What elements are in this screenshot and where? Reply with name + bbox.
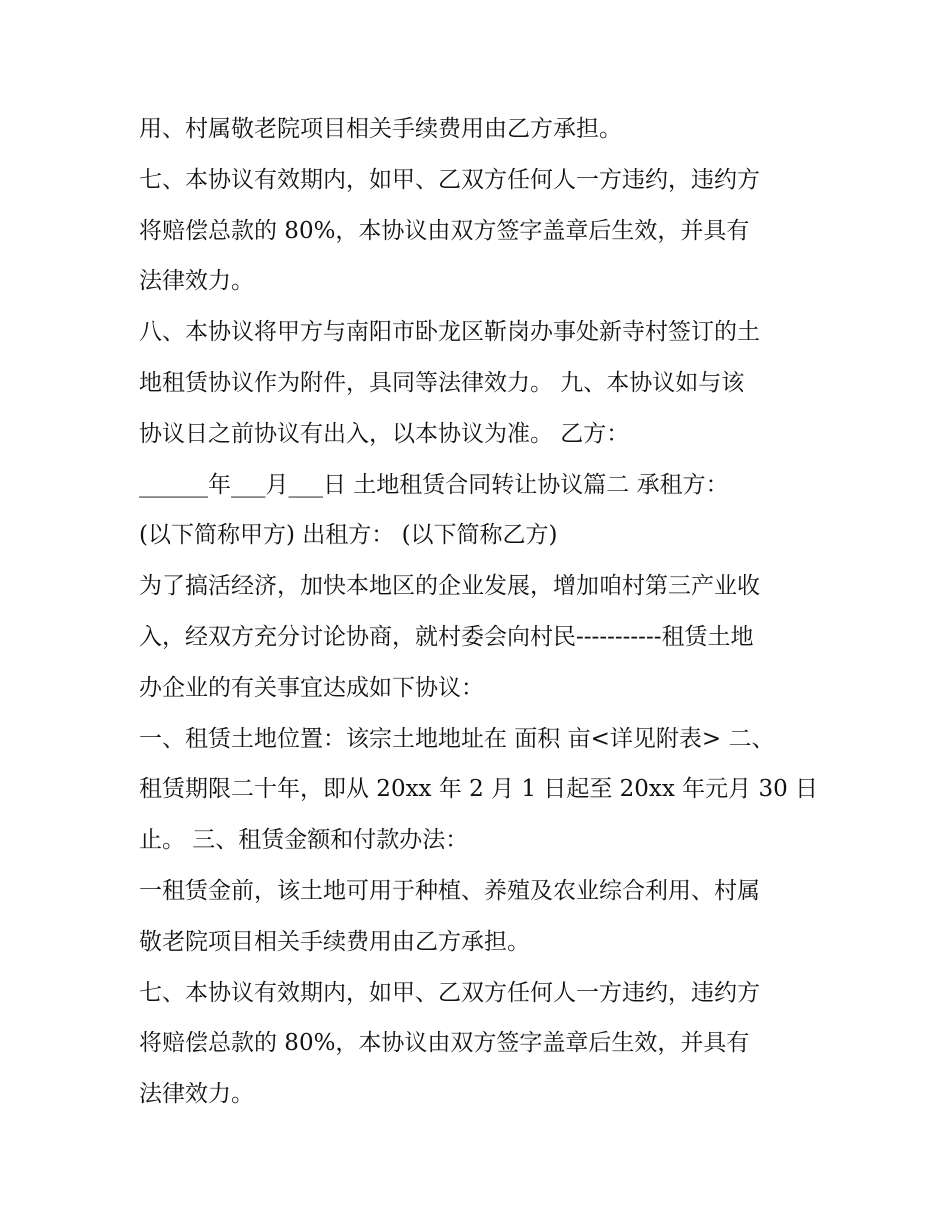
text-line: 七、本协议有效期内，如甲、乙双方任何人一方违约，违约方 <box>139 166 760 193</box>
text-line: 法律效力。 <box>139 268 254 295</box>
text-line: 租赁期限二十年，即从 20xx 年 2 月 1 日起至 20xx 年元月 30 日 <box>139 776 819 803</box>
text-line: 用、村属敬老院项目相关手续费用由乙方承担。 <box>139 116 622 142</box>
text-line: 入，经双方充分讨论协商，就村委会向村民-----------租赁土地 <box>139 623 754 650</box>
text-line: 将赔偿总款的 80%，本协议由双方签字盖章后生效，并具有 <box>139 217 750 244</box>
document-body <box>139 104 819 1120</box>
text-line: 一、租赁土地位置：该宗土地地址在 面积 亩<详见附表> 二、 <box>139 725 775 752</box>
text-line: 为了搞活经济，加快本地区的企业发展，增加咱村第三产业收 <box>139 573 760 600</box>
text-line: 止。 三、租赁金额和付款办法： <box>139 827 469 854</box>
text-line: (以下简称甲方) 出租方： (以下简称乙方) <box>139 522 558 549</box>
text-line: 办企业的有关事宜达成如下协议： <box>139 674 484 701</box>
text-line: 七、本协议有效期内，如甲、乙双方任何人一方违约，违约方 <box>139 979 760 1006</box>
text-line: 八、本协议将甲方与南阳市卧龙区靳岗办事处新寺村签订的土 <box>139 319 760 346</box>
text-line: 协议日之前协议有出入，以本协议为准。 乙方： <box>139 420 630 447</box>
text-line: 法律效力。 <box>139 1081 254 1108</box>
text-line: 地租赁协议作为附件，具同等法律效力。 九、本协议如与该 <box>139 369 745 396</box>
text-line: 一租赁金前，该土地可用于种植、养殖及农业综合利用、村属 <box>139 877 760 904</box>
text-line: ______年___月___日 土地租赁合同转让协议篇二 承租方： <box>139 471 729 498</box>
text-line: 将赔偿总款的 80%，本协议由双方签字盖章后生效，并具有 <box>139 1030 750 1057</box>
text-line: 敬老院项目相关手续费用由乙方承担。 <box>139 928 530 955</box>
